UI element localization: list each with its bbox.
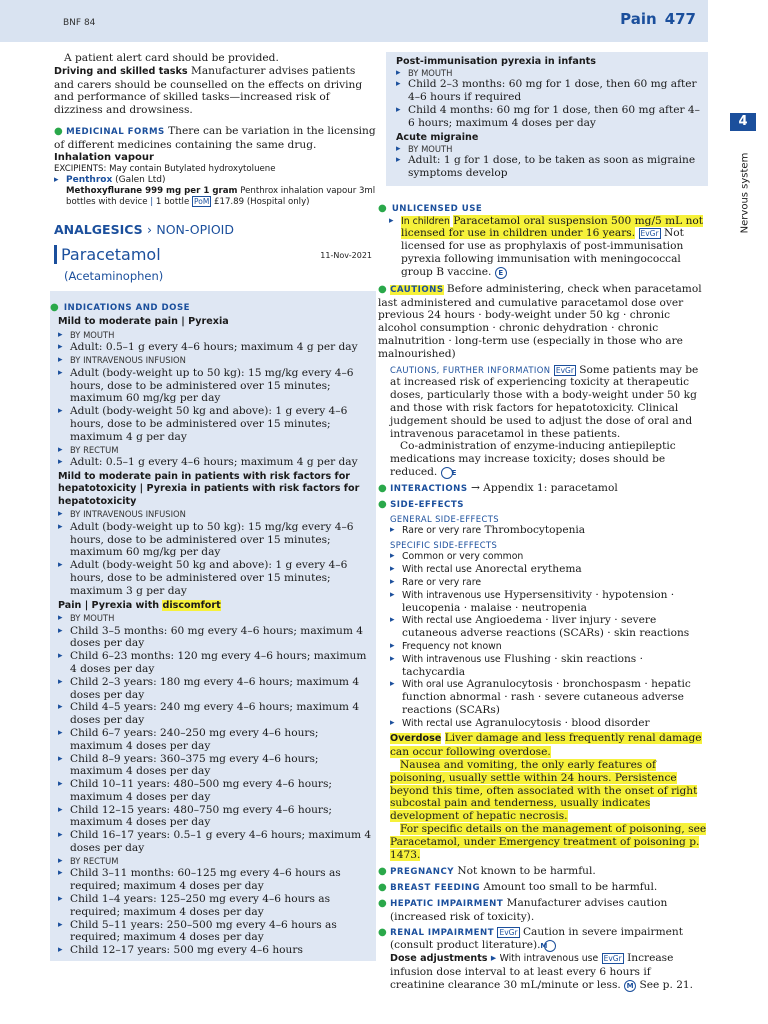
side-effect-row: [390, 653, 708, 679]
route-label: ▸ BY INTRAVENOUS INFUSION: [58, 508, 372, 521]
dose-item: ▸ Adult (body-weight up to 50 kg): 15 mg/kg every 4–6 hours, dose to be administered over 15 minutes; maximum 60 mg/kg per day: [58, 367, 372, 405]
alert-text: A patient alert card should be provided.: [64, 52, 279, 64]
route-label: ▸ BY MOUTH: [58, 329, 372, 342]
hepatic-impairment: ● HEPATIC IMPAIRMENT Manufacturer advises caution (increased risk of toxicity).: [378, 897, 668, 923]
side-effect-text: Anorectal erythema: [475, 563, 582, 576]
cautions-further: CAUTIONS, FURTHER INFORMATION EvGr Some patients may be at increased risk of experiencing toxicity at therapeutic doses, particularly those with a body-weight under 50 kg and those with risk factors for hepatotoxicity. Clinical judgement should be used to adjust the dose of oral and intravenous paracetamol in these patients.: [390, 363, 699, 440]
dose-box-continued: [386, 52, 708, 186]
dose-item: ▸ Child 2–3 months: 60 mg for 1 dose, then 60 mg after 4–6 hours if required: [396, 78, 702, 104]
medicinal-forms: ● MEDICINAL FORMS There can be variation in the licensing of different medicines containing the same drug.: [54, 124, 376, 151]
side-effect-text: Hypersensitivity · hypotension · leucopenia · malaise · neutropenia: [402, 588, 675, 614]
side-effect-label: With intravenous use: [402, 589, 501, 601]
specific-se-heading: SPECIFIC SIDE-EFFECTS: [390, 540, 498, 551]
breast-feeding: ● BREAST FEEDING Amount too small to be harmful.: [378, 881, 658, 894]
side-effect-text: Flushing · skin reactions · tachycardia: [402, 652, 643, 678]
side-label: Nervous system: [739, 152, 751, 234]
dose-item: ▸ Child 4 months: 60 mg for 1 dose, then 60 mg after 4–6 hours; maximum 4 doses per day: [396, 104, 702, 130]
interactions: ● INTERACTIONS → Appendix 1: paracetamol: [378, 481, 618, 494]
cautions-further-2: Co-administration of enzyme-inducing antiepileptic medications may increase toxicity; doses should be reduced. E: [390, 440, 676, 478]
indications-heading: ● INDICATIONS AND DOSE: [50, 302, 191, 314]
dose-item: ▸ Adult (body-weight 50 kg and above): 1 g every 4–6 hours, dose to be administered over 15 minutes; maximum 3 g per day: [58, 559, 372, 597]
dose-item: ▸ Child 10–11 years: 480–500 mg every 4–6 hours; maximum 4 doses per day: [58, 778, 372, 804]
product-line: Methoxyflurane 999 mg per 1 gram Penthrox inhalation vapour 3ml bottles with device | 1 bottle PoM £17.89 (Hospital only): [66, 186, 376, 208]
dose-item: ▸ Child 5–11 years: 250–500 mg every 4–6 hours as required; maximum 4 doses per day: [58, 919, 372, 945]
dose-item: ▸ Adult: 1 g for 1 dose, to be taken as soon as migraine symptoms develop: [396, 154, 702, 180]
overdose-section: [390, 732, 708, 861]
form-title: Inhalation vapour: [54, 151, 154, 163]
dose-item: ▸ Adult (body-weight 50 kg and above): 1 g every 4–6 hours, dose to be administered over 15 minutes; maximum 4 g per day: [58, 405, 372, 443]
indication-title: [58, 316, 372, 328]
indication-highlight: discomfort: [162, 599, 221, 611]
side-effect-label: With rectal use: [402, 615, 472, 627]
overdose-p2: Nausea and vomiting, the only early features of poisoning, usually settle within 24 hours. Persistence beyond this time, often associated with the onset of right subcostal pain and tenderness, usually indicates development of hepatic necrosis.: [390, 759, 698, 823]
dose-item: ▸ Child 8–9 years: 360–375 mg every 4–6 hours; maximum 4 doses per day: [58, 753, 372, 779]
side-effect-text: Agranulocytosis · blood disorder: [475, 716, 650, 729]
drug-name: Paracetamol: [54, 245, 161, 264]
page-title: [620, 10, 696, 28]
side-effect-label: With rectal use: [402, 564, 472, 576]
side-effect-label: With intravenous use: [402, 653, 501, 665]
brand-line: ▸ Penthrox (Galen Ltd): [54, 175, 376, 186]
book-edition: BNF 84: [63, 18, 96, 28]
side-effect-label: With oral use: [402, 679, 464, 691]
general-se-heading: GENERAL SIDE-EFFECTS: [390, 513, 499, 524]
overdose-p1: Overdose Liver damage and less frequently renal damage can occur following overdose.: [390, 732, 702, 759]
renal-impairment: ● RENAL IMPAIRMENT EvGr Caution in severe impairment (consult product literature). M: [378, 925, 684, 952]
dose-item: ▸ Child 1–4 years: 125–250 mg every 4–6 hours as required; maximum 4 doses per day: [58, 893, 372, 919]
unlicensed-text: ▸ In children Paracetamol oral suspension 500 mg/5 mL not licensed for use in children under 16 years. EvGr Not licensed for use as prophylaxis of post-immunisation pyrexia following immunisation with meningococcal group B vaccine. E: [389, 215, 708, 279]
side-effect-row: [390, 614, 708, 640]
page-number: 477: [664, 10, 696, 28]
side-effect-row: [390, 717, 708, 730]
section-name: Pain: [620, 10, 657, 28]
rare-se: ▸ Rare or very rare Thrombocytopenia: [390, 524, 708, 537]
dose-item: ▸ Adult (body-weight up to 50 kg): 15 mg/kg every 4–6 hours, dose to be administered over 15 minutes; maximum 60 mg/kg per day: [58, 521, 372, 559]
side-effect-text: Agranulocytosis · bronchospasm · hepatic function abnormal · rash · severe cutaneous adverse reactions (SCARs): [402, 678, 691, 716]
side-effect-label: Frequency not known: [402, 640, 502, 652]
drug-alt-name: (Acetaminophen): [64, 269, 164, 284]
side-effect-row: [390, 678, 708, 716]
indication-title-text: Mild to moderate pain in patients with risk factors for hepatotoxicity | Pyrexia in patients with risk factors for hepatotoxicity: [58, 470, 360, 507]
route-label: ▸ BY MOUTH: [396, 68, 702, 78]
dose-item: ▸ Child 12–15 years: 480–750 mg every 4–6 hours; maximum 4 doses per day: [58, 804, 372, 830]
indication-title-text: Pain | Pyrexia with: [58, 599, 160, 611]
route-label: ▸ BY RECTUM: [58, 444, 372, 457]
renal-dose: Dose adjustments ▸ With intravenous use EvGr Increase infusion dose interval to at least every 6 hours if creatinine clearance 30 mL/minute or less. M See p. 21.: [390, 952, 694, 992]
side-effect-row: [390, 563, 708, 576]
side-effect-label: Rare or very rare: [402, 576, 482, 588]
indication-title: Post-immunisation pyrexia in infants: [396, 56, 596, 67]
drug-date: 11-Nov-2021: [320, 251, 372, 261]
dose-item: ▸ Child 6–23 months: 120 mg every 4–6 hours; maximum 4 doses per day: [58, 650, 372, 676]
side-effects-heading: ● SIDE-EFFECTS: [378, 498, 464, 510]
side-effect-row: [390, 550, 708, 563]
route-label: ▸ BY RECTUM: [58, 855, 372, 868]
dose-item: ▸ Child 3–11 months: 60–125 mg every 4–6 hours as required; maximum 4 doses per day: [58, 867, 372, 893]
section-heading: ANALGESICS › NON-OPIOID: [54, 222, 234, 238]
dose-item: ▸ Child 16–17 years: 0.5–1 g every 4–6 hours; maximum 4 doses per day: [58, 829, 372, 855]
left-column: [50, 52, 376, 961]
indication-title-text: Mild to moderate pain | Pyrexia: [58, 316, 229, 328]
route-label: ▸ BY INTRAVENOUS INFUSION: [58, 354, 372, 367]
specific-se-list: [390, 550, 708, 729]
overdose-p3: For specific details on the management of poisoning, see Paracetamol, under Emergency treatment of poisoning p. 1473.: [390, 823, 707, 861]
unlicensed-heading: ● UNLICENSED USE: [378, 202, 483, 214]
drug-title-row: [54, 245, 376, 267]
right-box-content: [396, 56, 702, 180]
side-effect-row: [390, 589, 708, 615]
side-effect-row: [390, 640, 708, 653]
right-column: [378, 52, 708, 992]
dose-item: ▸ Adult: 0.5–1 g every 4–6 hours; maximum 4 g per day: [58, 341, 372, 354]
indication-title: [58, 471, 372, 508]
route-label: ▸ BY MOUTH: [396, 144, 702, 154]
dose-item: ▸ Child 12–17 years: 500 mg every 4–6 hours: [58, 944, 372, 957]
side-effect-label: Common or very common: [402, 551, 524, 563]
page-header: [0, 0, 708, 42]
indication-title: Acute migraine: [396, 131, 479, 143]
dose-item: ▸ Adult: 0.5–1 g every 4–6 hours; maximum 4 g per day: [58, 456, 372, 469]
side-effect-label: With rectal use: [402, 717, 472, 729]
side-effect-text: Angioedema · liver injury · severe cutaneous adverse reactions (SCARs) · skin reactions: [402, 614, 690, 640]
indications-content: [58, 316, 372, 957]
indications-box: [50, 291, 376, 961]
dose-item: ▸ Child 2–3 years: 180 mg every 4–6 hours; maximum 4 doses per day: [58, 676, 372, 702]
dose-item: ▸ Child 3–5 months: 60 mg every 4–6 hours; maximum 4 doses per day: [58, 625, 372, 651]
chapter-tab: 4: [730, 113, 756, 131]
dose-item: ▸ Child 6–7 years: 240–250 mg every 4–6 hours; maximum 4 doses per day: [58, 727, 372, 753]
cautions: ● CAUTIONS Before administering, check when paracetamol last administered and cumulative paracetamol dose over previous 24 hours · body-weight under 50 kg · chronic alcohol consumption · chronic dehydration · chronic malnutrition · long-term use (especially in those who are malnourished): [378, 282, 702, 360]
side-effect-row: [390, 576, 708, 589]
route-label: ▸ BY MOUTH: [58, 612, 372, 625]
driving-para: Driving and skilled tasks Manufacturer advises patients and carers should be counselled on the effects on driving and performance of skilled tasks—increased risk of dizziness and drowsiness.: [54, 64, 363, 117]
excipients: EXCIPIENTS: May contain Butylated hydroxytoluene: [54, 164, 276, 175]
dose-item: ▸ Child 4–5 years: 240 mg every 4–6 hours; maximum 4 doses per day: [58, 701, 372, 727]
pregnancy: ● PREGNANCY Not known to be harmful.: [378, 865, 596, 878]
indication-title: [58, 600, 372, 612]
